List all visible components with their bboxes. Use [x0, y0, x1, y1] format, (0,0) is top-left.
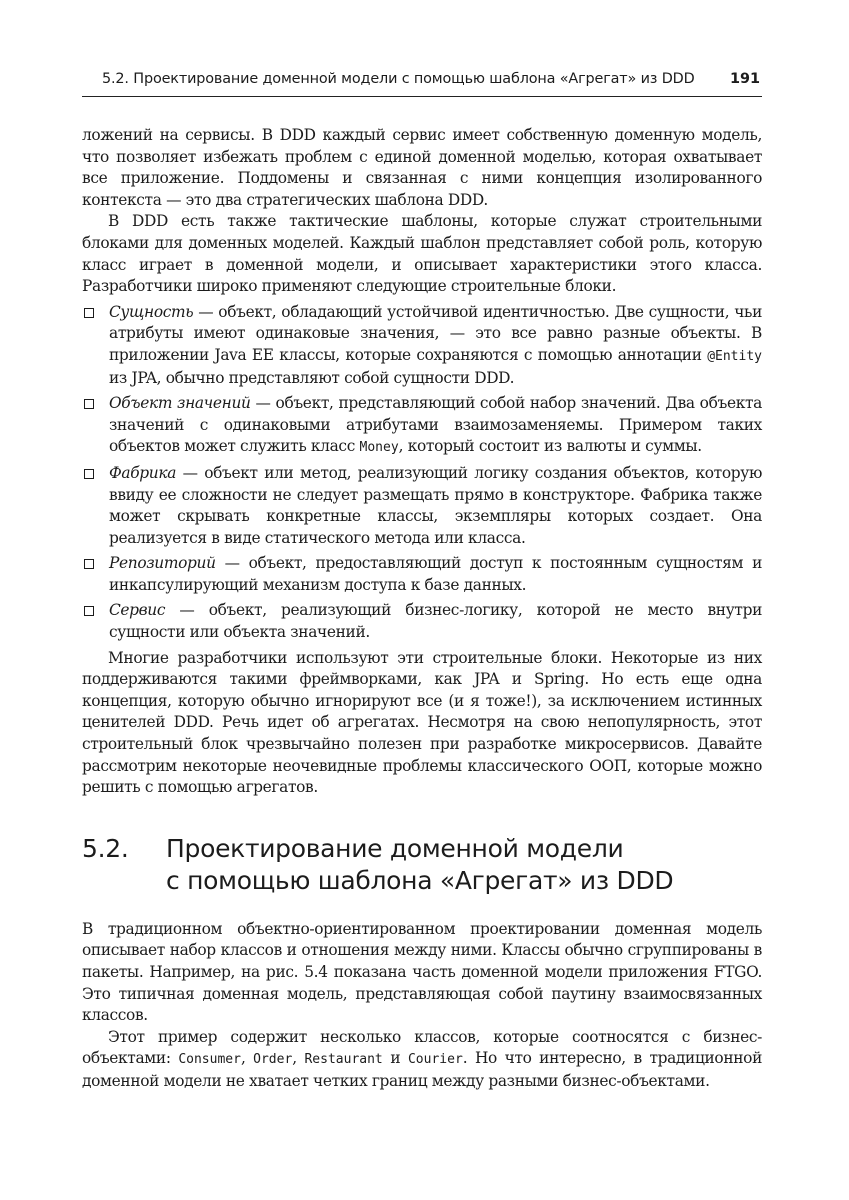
inline-code: Money — [359, 440, 399, 456]
text-run: . Но что интересно, в традиционной доменной модели не хватает четких границ между разными бизнес-объектами. — [82, 1049, 762, 1090]
term-description: — объект, обладающий устойчивой идентичностью. Две сущности, чьи атрибуты имеют одинаковые значения, — это все равно разные объекты. В приложении Java EE классы, которые сохраняются с помощью аннотации — [109, 302, 762, 364]
paragraph: В DDD есть также тактические шаблоны, которые служат строительными блоками для доменных моделей. Каждый шаблон представляет собой роль, которую класс играет в доменной модели, и описывает характеристики этого класса. Разработчики широко применяют следующие строительные блоки. — [82, 212, 762, 296]
checkbox-bullet-icon — [84, 559, 94, 569]
checkbox-bullet-icon — [84, 399, 94, 409]
page-body — [82, 125, 762, 1093]
text-run: и — [382, 1049, 408, 1068]
list-item — [82, 600, 762, 643]
term: Репозиторий — [109, 554, 216, 573]
inline-code: Courier — [407, 1052, 463, 1068]
list-item — [82, 302, 762, 389]
term-description: — объект или метод, реализующий логику создания объектов, которую ввиду ее сложности не следует размещать прямо в конструкторе. Фабрика также может скрывать конкретные классы, экземпляры которых создает. Она реализуется в виде статического метода или класса. — [109, 463, 762, 547]
checkbox-bullet-icon — [84, 469, 94, 479]
running-title: 5.2. Проектирование доменной модели с помощью шаблона «Агрегат» из DDD — [102, 71, 695, 87]
section-heading — [82, 833, 762, 903]
paragraph: Многие разработчики используют эти строительные блоки. Некоторые из них поддерживаются такими фреймворками, как JPA и Spring. Но есть еще одна концепция, которую обычно игнорируют все (и я тоже!), за исключением истинных ценителей DDD. Речь идет об агрегатах. Несмотря на свою непопулярность, этот строительный блок чрезвычайно полезен при разработке микросервисов. Давайте рассмотрим некоторые неочевидные проблемы классического ООП, которые можно решить с помощью агрегатов. — [82, 648, 762, 797]
term-description-tail: из JPA, обычно представляют собой сущности DDD. — [109, 368, 515, 387]
inline-code: Order — [253, 1052, 293, 1068]
checkbox-bullet-icon — [84, 308, 94, 318]
term: Фабрика — [109, 463, 177, 482]
term: Сущность — [109, 302, 194, 321]
term-description-tail: , который состоит из валюты и суммы. — [398, 437, 702, 456]
running-header — [82, 68, 762, 90]
list-item — [82, 463, 762, 549]
text-run: Этот пример содержит несколько классов, которые соотносятся с бизнес-объектами: — [82, 1027, 762, 1068]
text-run: , — [292, 1049, 305, 1068]
term-description: — объект, реализующий бизнес-логику, которой не место внутри сущности или объекта значений. — [109, 601, 762, 642]
section-number: 5.2. — [82, 833, 129, 863]
paragraph: ложений на сервисы. В DDD каждый сервис имеет собственную доменную модель, что позволяет избежать проблем с единой доменной моделью, которая охватывает все приложение. Поддомены и связанная с ними концепция изолированного контекста — это два стратегических шаблона DDD. — [82, 126, 762, 209]
paragraph: В традиционном объектно-ориентированном проектировании доменная модель описывает набор классов и отношения между ними. Классы обычно сгруппированы в пакеты. Например, на рис. 5.4 показана часть доменной модели приложения FTGO. Это типичная доменная модель, представляющая собой паутину взаимосвязанных классов. — [82, 919, 762, 1025]
section-title — [166, 833, 766, 897]
term-description: — объект, представляющий собой набор значений. Два объекта значений с одинаковыми атрибутами взаимозаменяемы. Примером таких объектов может служить класс — [109, 394, 762, 456]
inline-code: Consumer — [178, 1052, 241, 1068]
list-item — [82, 393, 762, 459]
page-number: 191 — [729, 71, 760, 87]
checkbox-bullet-icon — [84, 606, 94, 616]
inline-code: Restaurant — [304, 1052, 383, 1068]
inline-code: @Entity — [707, 348, 762, 364]
header-rule — [82, 96, 762, 97]
paragraph — [82, 1027, 762, 1093]
text-run: , — [240, 1049, 254, 1068]
building-blocks-list — [82, 302, 762, 644]
term-description: — объект, предоставляющий доступ к постоянным сущностям и инкапсулирующий механизм доступа к базе данных. — [109, 554, 762, 594]
section-title-line: Проектирование доменной модели — [166, 833, 624, 863]
term: Объект значений — [109, 394, 251, 413]
term: Сервис — [109, 601, 166, 620]
list-item — [82, 553, 762, 596]
section-title-line: с помощью шаблона «Агрегат» из DDD — [166, 865, 674, 895]
